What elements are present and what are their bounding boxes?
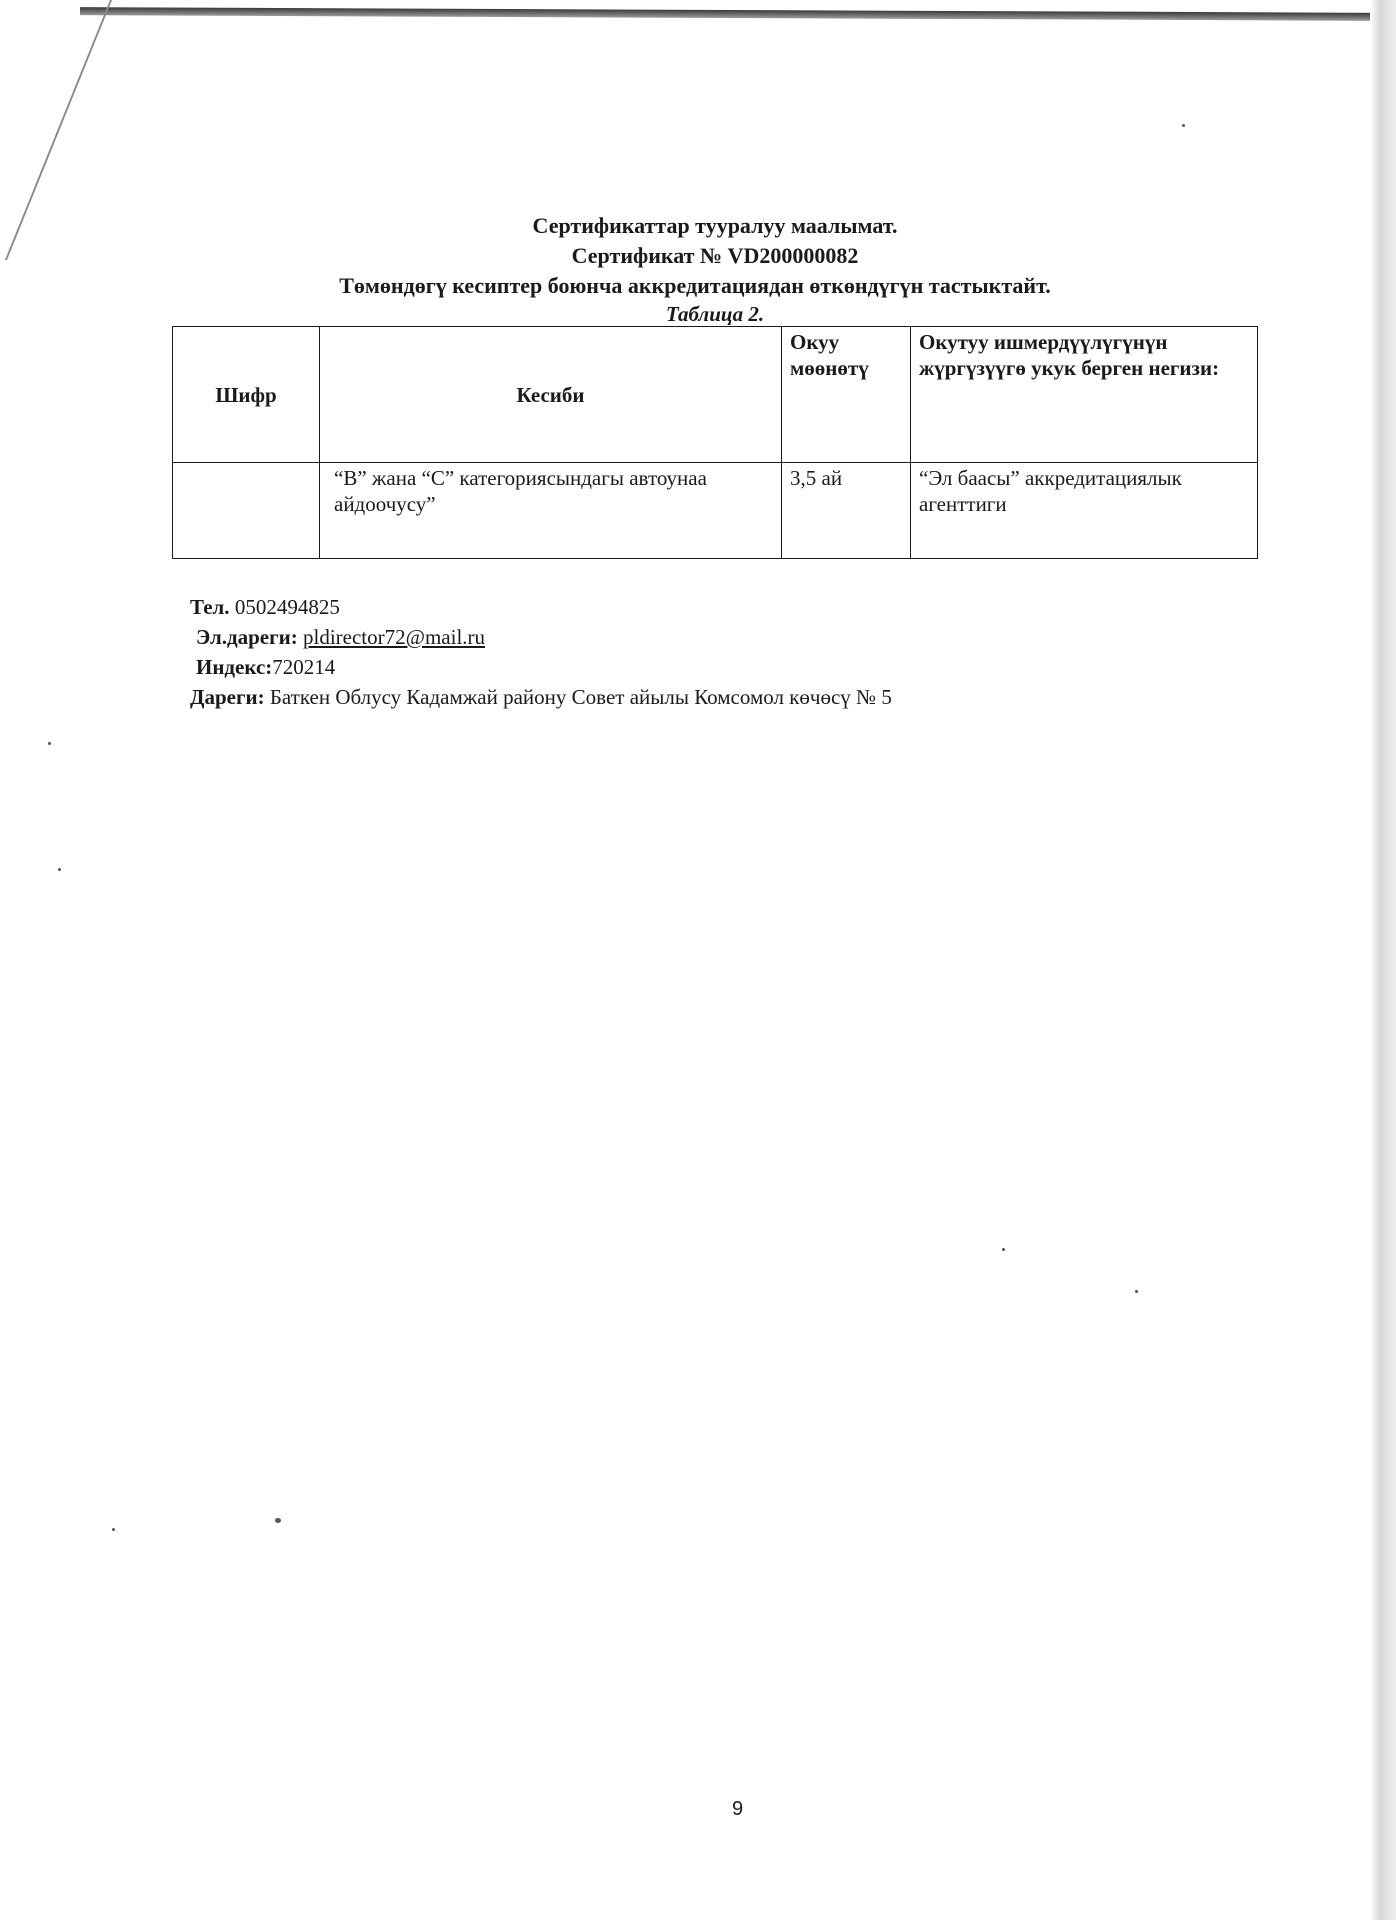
scan-edge-top: [80, 7, 1380, 21]
header-profession: Кесиби: [320, 327, 782, 463]
cell-basis: “Эл баасы” аккредитациялык агенттиги: [911, 463, 1258, 559]
index-value: 720214: [272, 655, 336, 679]
index-label: Индекс:: [196, 655, 273, 679]
scan-speck: [1135, 1290, 1138, 1293]
header-basis: Окутуу ишмердүүлүгүнүн жүргүзүүгө укук берген негизи:: [911, 327, 1258, 463]
email-link[interactable]: pldirector72@mail.ru: [303, 625, 486, 649]
contact-phone: [190, 592, 892, 622]
certificate-table: [172, 326, 1258, 559]
cell-profession: “B” жана “C” категориясындагы автоунаа айдоочусу”: [320, 463, 782, 559]
phone-label: Тел.: [190, 595, 230, 619]
scan-speck: [1182, 124, 1185, 127]
contact-index: [190, 652, 892, 682]
contact-block: [190, 592, 892, 712]
email-label: Эл.дареги:: [196, 625, 298, 649]
address-label: Дареги:: [190, 685, 265, 709]
scan-speck: [275, 1518, 281, 1523]
header-subtitle: Төмөндөгү кесиптер боюнча аккредитациядан өткөндүгүн тастыктайт.: [339, 273, 1051, 298]
contact-address: [190, 682, 892, 712]
page-number: 9: [732, 1798, 744, 1820]
header-duration: Окуу мөөнөтү: [782, 327, 911, 463]
scan-speck: [58, 868, 61, 871]
table-caption: Таблица 2.: [665, 302, 765, 326]
table-row: [173, 463, 1258, 559]
scan-speck: [48, 742, 51, 745]
table-header-row: [173, 327, 1258, 463]
cell-duration: 3,5 ай: [782, 463, 911, 559]
header-title: Сертификаттар тууралуу маалымат.: [532, 213, 898, 238]
header-code: Шифр: [173, 327, 320, 463]
scan-speck: [112, 1528, 115, 1531]
contact-email: [190, 622, 892, 652]
phone-value: 0502494825: [234, 595, 340, 619]
scan-speck: [1002, 1248, 1005, 1251]
certificate-number: Сертификат № VD200000082: [571, 243, 859, 268]
cell-code: [173, 463, 320, 559]
address-value: Баткен Облусу Кадамжай району Совет айылы Комсомол көчөсү № 5: [269, 685, 892, 709]
